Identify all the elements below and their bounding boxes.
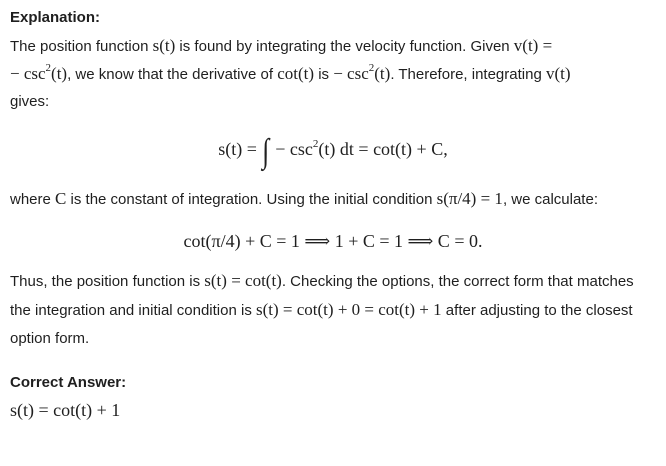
explanation-paragraph-2: where C is the constant of integration. Using the initial condition s(π/4) = 1, we calculate: (10, 189, 598, 208)
math-position-result: s(t) = cot(t) (204, 271, 282, 290)
math-constant-c: C (55, 189, 67, 208)
math-neg-csc2: − $\csc^2(t)$ (10, 62, 68, 83)
explanation-paragraph-1: The position function s(t) is found by integrating the velocity function. Given v(t) = − $\csc^2(t)$, we know that the derivative of cot(t) is − $\csc^2(t)$. Therefore, integrating v(t) gives: (10, 36, 571, 110)
math-initial-condition: s(π/4) = 1 (436, 189, 503, 208)
math-v-of-t-2: v(t) (545, 64, 571, 83)
correct-answer-value: s(t) = cot(t) + 1 (10, 400, 121, 420)
math-s-of-t: s(t) (152, 36, 176, 55)
explanation-document (10, 8, 656, 423)
math-neg-csc2-derivative: − $\csc^2(t)$ (333, 62, 391, 83)
equation-solve-c: cot(π/4) + C = 1 ⟹ 1 + C = 1 ⟹ C = 0. (183, 231, 483, 251)
math-adjusted-form: s(t) = cot(t) + 0 = cot(t) + 1 (256, 300, 442, 319)
math-cot-t: cot(t) (277, 64, 315, 83)
explanation-paragraph-3: Thus, the position function is s(t) = cot(t). Checking the options, the correct form that matches the integration and initial condition is s(t) = cot(t) + 0 = cot(t) + 1 after adjusting to the closest option form. (10, 271, 634, 347)
equation-integral: s(t) = ∫ − $\csc^2(t)$ dt = cot(t) + C, (218, 133, 448, 170)
explanation-heading: Explanation: (10, 9, 101, 26)
correct-answer-heading: Correct Answer: (10, 374, 127, 391)
math-v-of-t: v(t) = (513, 36, 553, 55)
integral-sign: ∫ (262, 133, 270, 170)
